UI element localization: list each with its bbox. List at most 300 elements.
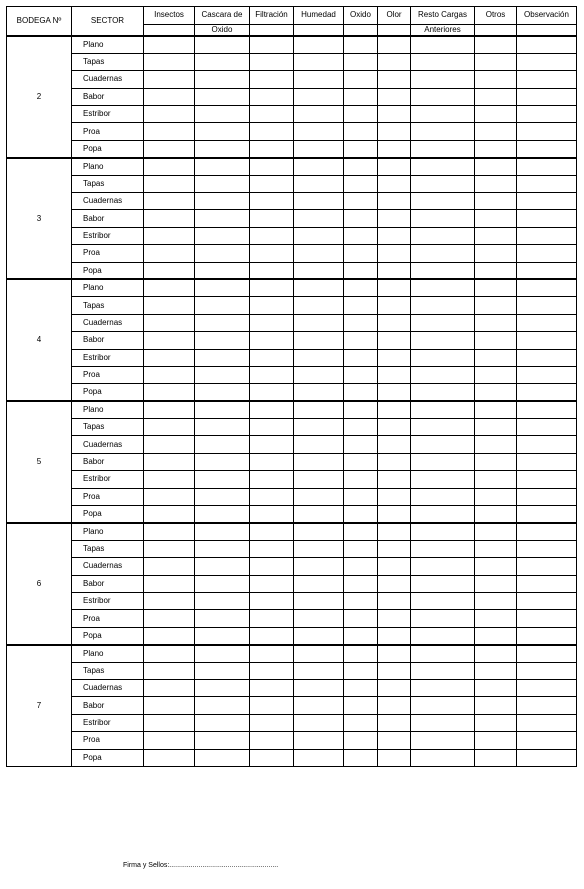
cell-filtracion[interactable] (250, 262, 294, 279)
cell-resto[interactable] (411, 210, 475, 227)
cell-resto[interactable] (411, 558, 475, 575)
cell-cascara[interactable] (195, 158, 250, 175)
cell-resto[interactable] (411, 540, 475, 557)
cell-filtracion[interactable] (250, 453, 294, 470)
cell-oxido[interactable] (344, 53, 378, 70)
cell-filtracion[interactable] (250, 175, 294, 192)
cell-insectos[interactable] (144, 53, 195, 70)
cell-olor[interactable] (378, 419, 411, 436)
cell-resto[interactable] (411, 366, 475, 383)
cell-insectos[interactable] (144, 679, 195, 696)
cell-olor[interactable] (378, 714, 411, 731)
cell-humedad[interactable] (294, 627, 344, 644)
cell-oxido[interactable] (344, 627, 378, 644)
cell-insectos[interactable] (144, 349, 195, 366)
cell-humedad[interactable] (294, 71, 344, 88)
cell-filtracion[interactable] (250, 36, 294, 53)
cell-olor[interactable] (378, 175, 411, 192)
cell-olor[interactable] (378, 106, 411, 123)
cell-filtracion[interactable] (250, 158, 294, 175)
cell-oxido[interactable] (344, 279, 378, 296)
cell-humedad[interactable] (294, 662, 344, 679)
cell-insectos[interactable] (144, 749, 195, 766)
cell-filtracion[interactable] (250, 332, 294, 349)
cell-humedad[interactable] (294, 227, 344, 244)
cell-oxido[interactable] (344, 140, 378, 157)
cell-insectos[interactable] (144, 523, 195, 540)
cell-oxido[interactable] (344, 106, 378, 123)
cell-otros[interactable] (475, 610, 517, 627)
cell-observacion[interactable] (517, 558, 577, 575)
cell-filtracion[interactable] (250, 610, 294, 627)
cell-insectos[interactable] (144, 175, 195, 192)
cell-insectos[interactable] (144, 36, 195, 53)
cell-resto[interactable] (411, 36, 475, 53)
cell-resto[interactable] (411, 140, 475, 157)
cell-resto[interactable] (411, 488, 475, 505)
cell-olor[interactable] (378, 279, 411, 296)
cell-observacion[interactable] (517, 749, 577, 766)
cell-olor[interactable] (378, 593, 411, 610)
cell-observacion[interactable] (517, 419, 577, 436)
cell-insectos[interactable] (144, 279, 195, 296)
cell-oxido[interactable] (344, 662, 378, 679)
cell-olor[interactable] (378, 436, 411, 453)
cell-olor[interactable] (378, 453, 411, 470)
cell-filtracion[interactable] (250, 88, 294, 105)
cell-olor[interactable] (378, 749, 411, 766)
cell-humedad[interactable] (294, 314, 344, 331)
cell-resto[interactable] (411, 193, 475, 210)
cell-cascara[interactable] (195, 506, 250, 523)
cell-filtracion[interactable] (250, 627, 294, 644)
cell-resto[interactable] (411, 749, 475, 766)
cell-observacion[interactable] (517, 714, 577, 731)
cell-observacion[interactable] (517, 349, 577, 366)
cell-otros[interactable] (475, 436, 517, 453)
cell-humedad[interactable] (294, 36, 344, 53)
cell-humedad[interactable] (294, 697, 344, 714)
cell-oxido[interactable] (344, 297, 378, 314)
cell-humedad[interactable] (294, 279, 344, 296)
cell-insectos[interactable] (144, 558, 195, 575)
cell-insectos[interactable] (144, 384, 195, 401)
cell-cascara[interactable] (195, 697, 250, 714)
cell-humedad[interactable] (294, 106, 344, 123)
cell-otros[interactable] (475, 193, 517, 210)
cell-oxido[interactable] (344, 732, 378, 749)
cell-cascara[interactable] (195, 123, 250, 140)
cell-observacion[interactable] (517, 679, 577, 696)
cell-olor[interactable] (378, 88, 411, 105)
cell-cascara[interactable] (195, 645, 250, 662)
cell-resto[interactable] (411, 314, 475, 331)
cell-insectos[interactable] (144, 227, 195, 244)
cell-cascara[interactable] (195, 749, 250, 766)
cell-insectos[interactable] (144, 245, 195, 262)
cell-observacion[interactable] (517, 297, 577, 314)
cell-filtracion[interactable] (250, 53, 294, 70)
cell-oxido[interactable] (344, 88, 378, 105)
cell-humedad[interactable] (294, 245, 344, 262)
cell-cascara[interactable] (195, 210, 250, 227)
cell-filtracion[interactable] (250, 140, 294, 157)
cell-otros[interactable] (475, 471, 517, 488)
cell-cascara[interactable] (195, 227, 250, 244)
cell-olor[interactable] (378, 558, 411, 575)
cell-cascara[interactable] (195, 540, 250, 557)
cell-insectos[interactable] (144, 506, 195, 523)
cell-cascara[interactable] (195, 575, 250, 592)
cell-insectos[interactable] (144, 366, 195, 383)
cell-cascara[interactable] (195, 36, 250, 53)
cell-insectos[interactable] (144, 419, 195, 436)
cell-olor[interactable] (378, 227, 411, 244)
cell-resto[interactable] (411, 123, 475, 140)
cell-insectos[interactable] (144, 106, 195, 123)
cell-otros[interactable] (475, 36, 517, 53)
cell-resto[interactable] (411, 506, 475, 523)
cell-oxido[interactable] (344, 471, 378, 488)
cell-filtracion[interactable] (250, 106, 294, 123)
cell-cascara[interactable] (195, 314, 250, 331)
cell-resto[interactable] (411, 332, 475, 349)
cell-cascara[interactable] (195, 349, 250, 366)
cell-observacion[interactable] (517, 88, 577, 105)
cell-humedad[interactable] (294, 210, 344, 227)
cell-humedad[interactable] (294, 471, 344, 488)
cell-resto[interactable] (411, 662, 475, 679)
cell-otros[interactable] (475, 349, 517, 366)
cell-filtracion[interactable] (250, 436, 294, 453)
cell-observacion[interactable] (517, 697, 577, 714)
cell-cascara[interactable] (195, 593, 250, 610)
cell-otros[interactable] (475, 366, 517, 383)
cell-observacion[interactable] (517, 193, 577, 210)
cell-humedad[interactable] (294, 645, 344, 662)
cell-otros[interactable] (475, 175, 517, 192)
cell-cascara[interactable] (195, 732, 250, 749)
cell-insectos[interactable] (144, 662, 195, 679)
cell-otros[interactable] (475, 679, 517, 696)
cell-observacion[interactable] (517, 106, 577, 123)
cell-olor[interactable] (378, 679, 411, 696)
cell-cascara[interactable] (195, 88, 250, 105)
cell-filtracion[interactable] (250, 471, 294, 488)
cell-olor[interactable] (378, 540, 411, 557)
cell-olor[interactable] (378, 488, 411, 505)
cell-otros[interactable] (475, 732, 517, 749)
cell-oxido[interactable] (344, 610, 378, 627)
cell-observacion[interactable] (517, 645, 577, 662)
cell-insectos[interactable] (144, 332, 195, 349)
cell-resto[interactable] (411, 297, 475, 314)
cell-resto[interactable] (411, 384, 475, 401)
cell-resto[interactable] (411, 679, 475, 696)
cell-humedad[interactable] (294, 53, 344, 70)
cell-otros[interactable] (475, 645, 517, 662)
cell-insectos[interactable] (144, 575, 195, 592)
cell-humedad[interactable] (294, 732, 344, 749)
cell-cascara[interactable] (195, 419, 250, 436)
cell-olor[interactable] (378, 523, 411, 540)
cell-olor[interactable] (378, 610, 411, 627)
cell-oxido[interactable] (344, 210, 378, 227)
cell-otros[interactable] (475, 140, 517, 157)
cell-cascara[interactable] (195, 610, 250, 627)
cell-olor[interactable] (378, 71, 411, 88)
cell-cascara[interactable] (195, 262, 250, 279)
cell-resto[interactable] (411, 697, 475, 714)
cell-cascara[interactable] (195, 53, 250, 70)
cell-resto[interactable] (411, 523, 475, 540)
cell-cascara[interactable] (195, 523, 250, 540)
cell-oxido[interactable] (344, 540, 378, 557)
cell-resto[interactable] (411, 227, 475, 244)
cell-resto[interactable] (411, 245, 475, 262)
cell-filtracion[interactable] (250, 488, 294, 505)
cell-oxido[interactable] (344, 488, 378, 505)
cell-observacion[interactable] (517, 314, 577, 331)
cell-otros[interactable] (475, 71, 517, 88)
cell-observacion[interactable] (517, 575, 577, 592)
cell-otros[interactable] (475, 158, 517, 175)
cell-oxido[interactable] (344, 697, 378, 714)
cell-resto[interactable] (411, 575, 475, 592)
cell-cascara[interactable] (195, 332, 250, 349)
cell-cascara[interactable] (195, 453, 250, 470)
cell-observacion[interactable] (517, 175, 577, 192)
cell-oxido[interactable] (344, 158, 378, 175)
cell-oxido[interactable] (344, 262, 378, 279)
cell-insectos[interactable] (144, 140, 195, 157)
cell-olor[interactable] (378, 210, 411, 227)
cell-filtracion[interactable] (250, 540, 294, 557)
cell-oxido[interactable] (344, 679, 378, 696)
cell-cascara[interactable] (195, 297, 250, 314)
cell-insectos[interactable] (144, 714, 195, 731)
cell-filtracion[interactable] (250, 523, 294, 540)
cell-filtracion[interactable] (250, 401, 294, 418)
cell-humedad[interactable] (294, 366, 344, 383)
cell-observacion[interactable] (517, 627, 577, 644)
cell-observacion[interactable] (517, 732, 577, 749)
cell-humedad[interactable] (294, 506, 344, 523)
cell-oxido[interactable] (344, 349, 378, 366)
cell-oxido[interactable] (344, 749, 378, 766)
cell-cascara[interactable] (195, 471, 250, 488)
cell-observacion[interactable] (517, 262, 577, 279)
cell-oxido[interactable] (344, 193, 378, 210)
cell-observacion[interactable] (517, 158, 577, 175)
cell-resto[interactable] (411, 610, 475, 627)
cell-insectos[interactable] (144, 488, 195, 505)
cell-cascara[interactable] (195, 245, 250, 262)
cell-humedad[interactable] (294, 262, 344, 279)
cell-olor[interactable] (378, 245, 411, 262)
cell-olor[interactable] (378, 193, 411, 210)
cell-oxido[interactable] (344, 436, 378, 453)
cell-resto[interactable] (411, 714, 475, 731)
cell-observacion[interactable] (517, 593, 577, 610)
cell-humedad[interactable] (294, 453, 344, 470)
cell-insectos[interactable] (144, 732, 195, 749)
cell-resto[interactable] (411, 349, 475, 366)
cell-otros[interactable] (475, 210, 517, 227)
cell-filtracion[interactable] (250, 366, 294, 383)
cell-humedad[interactable] (294, 384, 344, 401)
cell-olor[interactable] (378, 297, 411, 314)
cell-humedad[interactable] (294, 88, 344, 105)
cell-observacion[interactable] (517, 488, 577, 505)
cell-humedad[interactable] (294, 540, 344, 557)
cell-humedad[interactable] (294, 193, 344, 210)
cell-observacion[interactable] (517, 506, 577, 523)
cell-insectos[interactable] (144, 158, 195, 175)
cell-otros[interactable] (475, 540, 517, 557)
cell-resto[interactable] (411, 53, 475, 70)
cell-humedad[interactable] (294, 610, 344, 627)
cell-oxido[interactable] (344, 575, 378, 592)
cell-olor[interactable] (378, 53, 411, 70)
cell-observacion[interactable] (517, 384, 577, 401)
cell-cascara[interactable] (195, 106, 250, 123)
cell-filtracion[interactable] (250, 679, 294, 696)
cell-oxido[interactable] (344, 314, 378, 331)
cell-resto[interactable] (411, 471, 475, 488)
cell-insectos[interactable] (144, 88, 195, 105)
cell-observacion[interactable] (517, 332, 577, 349)
cell-otros[interactable] (475, 227, 517, 244)
cell-oxido[interactable] (344, 558, 378, 575)
cell-filtracion[interactable] (250, 297, 294, 314)
cell-humedad[interactable] (294, 749, 344, 766)
cell-olor[interactable] (378, 627, 411, 644)
cell-filtracion[interactable] (250, 593, 294, 610)
cell-otros[interactable] (475, 575, 517, 592)
cell-cascara[interactable] (195, 679, 250, 696)
cell-cascara[interactable] (195, 714, 250, 731)
cell-insectos[interactable] (144, 401, 195, 418)
cell-olor[interactable] (378, 262, 411, 279)
cell-observacion[interactable] (517, 123, 577, 140)
cell-insectos[interactable] (144, 262, 195, 279)
cell-cascara[interactable] (195, 384, 250, 401)
cell-filtracion[interactable] (250, 314, 294, 331)
cell-otros[interactable] (475, 488, 517, 505)
cell-filtracion[interactable] (250, 732, 294, 749)
cell-observacion[interactable] (517, 610, 577, 627)
cell-filtracion[interactable] (250, 419, 294, 436)
cell-otros[interactable] (475, 506, 517, 523)
cell-resto[interactable] (411, 645, 475, 662)
cell-cascara[interactable] (195, 175, 250, 192)
cell-resto[interactable] (411, 158, 475, 175)
cell-insectos[interactable] (144, 210, 195, 227)
cell-insectos[interactable] (144, 453, 195, 470)
cell-humedad[interactable] (294, 593, 344, 610)
cell-olor[interactable] (378, 158, 411, 175)
cell-olor[interactable] (378, 697, 411, 714)
cell-oxido[interactable] (344, 366, 378, 383)
cell-oxido[interactable] (344, 645, 378, 662)
cell-filtracion[interactable] (250, 558, 294, 575)
cell-insectos[interactable] (144, 314, 195, 331)
cell-resto[interactable] (411, 71, 475, 88)
cell-observacion[interactable] (517, 471, 577, 488)
cell-otros[interactable] (475, 401, 517, 418)
cell-filtracion[interactable] (250, 697, 294, 714)
cell-otros[interactable] (475, 419, 517, 436)
cell-resto[interactable] (411, 732, 475, 749)
cell-otros[interactable] (475, 714, 517, 731)
cell-otros[interactable] (475, 245, 517, 262)
cell-humedad[interactable] (294, 714, 344, 731)
cell-observacion[interactable] (517, 279, 577, 296)
cell-resto[interactable] (411, 262, 475, 279)
cell-observacion[interactable] (517, 71, 577, 88)
cell-otros[interactable] (475, 88, 517, 105)
cell-humedad[interactable] (294, 123, 344, 140)
cell-oxido[interactable] (344, 593, 378, 610)
cell-humedad[interactable] (294, 488, 344, 505)
cell-oxido[interactable] (344, 227, 378, 244)
cell-otros[interactable] (475, 332, 517, 349)
cell-observacion[interactable] (517, 227, 577, 244)
cell-olor[interactable] (378, 366, 411, 383)
cell-olor[interactable] (378, 732, 411, 749)
cell-oxido[interactable] (344, 419, 378, 436)
cell-cascara[interactable] (195, 366, 250, 383)
cell-resto[interactable] (411, 175, 475, 192)
cell-humedad[interactable] (294, 436, 344, 453)
cell-cascara[interactable] (195, 436, 250, 453)
cell-filtracion[interactable] (250, 714, 294, 731)
cell-observacion[interactable] (517, 140, 577, 157)
cell-cascara[interactable] (195, 627, 250, 644)
cell-cascara[interactable] (195, 488, 250, 505)
cell-filtracion[interactable] (250, 71, 294, 88)
cell-humedad[interactable] (294, 575, 344, 592)
cell-insectos[interactable] (144, 645, 195, 662)
cell-otros[interactable] (475, 123, 517, 140)
cell-otros[interactable] (475, 279, 517, 296)
cell-insectos[interactable] (144, 593, 195, 610)
cell-observacion[interactable] (517, 366, 577, 383)
cell-olor[interactable] (378, 314, 411, 331)
cell-otros[interactable] (475, 297, 517, 314)
cell-oxido[interactable] (344, 401, 378, 418)
cell-otros[interactable] (475, 262, 517, 279)
cell-otros[interactable] (475, 53, 517, 70)
cell-resto[interactable] (411, 88, 475, 105)
cell-oxido[interactable] (344, 453, 378, 470)
cell-otros[interactable] (475, 106, 517, 123)
cell-filtracion[interactable] (250, 384, 294, 401)
cell-observacion[interactable] (517, 36, 577, 53)
cell-cascara[interactable] (195, 662, 250, 679)
cell-cascara[interactable] (195, 401, 250, 418)
cell-olor[interactable] (378, 401, 411, 418)
cell-observacion[interactable] (517, 245, 577, 262)
cell-olor[interactable] (378, 575, 411, 592)
cell-resto[interactable] (411, 627, 475, 644)
cell-insectos[interactable] (144, 193, 195, 210)
cell-humedad[interactable] (294, 558, 344, 575)
cell-cascara[interactable] (195, 558, 250, 575)
cell-oxido[interactable] (344, 36, 378, 53)
cell-observacion[interactable] (517, 436, 577, 453)
